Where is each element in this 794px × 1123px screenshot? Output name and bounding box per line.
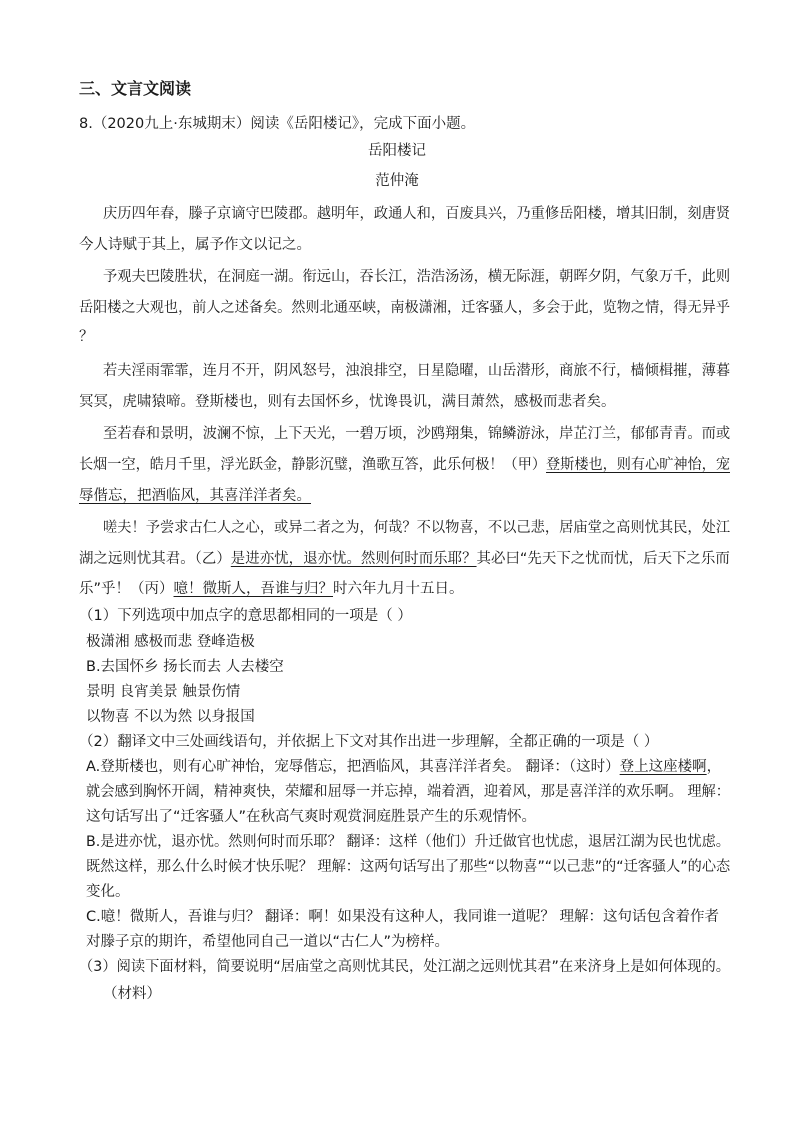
- passage-line: ？: [79, 329, 94, 345]
- q2-option-b: B.是进亦忧，退亦忧。然则何时而乐耶？ 翻译：这样（他们）升迁做官也忧虑，退居江湖为民也忧虑。: [86, 834, 731, 850]
- passage-line: 冥冥，虎啸猿啼。登斯楼也，则有去国怀乡，忧谗畏讥，满目萧然，感极而悲者矣。: [79, 394, 616, 410]
- passage-text: 长烟一空，皓月千里，浮光跃金，静影沉璧，渔歌互答，此乐何极！（甲）: [79, 457, 547, 473]
- passage-line: [79, 580, 464, 598]
- passage-line: 至若春和景明，波澜不惊，上下天光，一碧万顷，沙鸥翔集，锦鳞游泳，岸芷汀兰，郁郁青青。而或: [103, 426, 731, 442]
- q3-stem: （3）阅读下面材料，简要说明“居庙堂之高则忧其民，处江湖之远则忧其君”在来济身上是如何体现的。: [79, 959, 730, 975]
- q2-option-a-text: A.登斯楼也，则有心旷神怡，宠辱偕忘，把酒临风，其喜洋洋者矣。 翻译：（这时）: [86, 759, 620, 775]
- passage-line: [79, 456, 730, 474]
- passage-line: 今人诗赋于其上，属予作文以记之。: [79, 237, 311, 253]
- passage-line: 嗟夫！予尝求古仁人之心，或异二者之为，何哉？不以物喜，不以己悲，居庙堂之高则忧其民，处江: [103, 520, 731, 536]
- q3-material-label: （材料）: [103, 986, 161, 1002]
- passage-text: 时六年九月十五日。: [333, 581, 464, 597]
- passage-text: 其必曰“先天下之忧而忧，后天下之乐而: [476, 551, 730, 567]
- q2-option-a-line: 就会感到胸怀开阔，精神爽快，荣耀和屈辱一并忘掉，端着酒，迎着风，那是喜洋洋的欢乐啊。 理解：: [86, 784, 730, 800]
- q1-option: 极潇湘 感极而悲 登峰造极: [86, 634, 255, 650]
- q1-stem: （1）下列选项中加点字的意思都相同的一项是（ ）: [79, 608, 412, 624]
- q1-option: B.去国怀乡 扬长而去 人去楼空: [86, 659, 284, 675]
- underlined-sentence-jia-cont: 辱偕忘，把酒临风，其喜洋洋者矣。: [79, 488, 311, 504]
- passage-line: 若夫淫雨霏霏，连月不开，阴风怒号，浊浪排空，日星隐曜，山岳潜形，商旅不行，樯倾楫摧，薄暮: [103, 363, 731, 379]
- q2-option-a: [86, 758, 721, 776]
- q2-option-c: C.噫！微斯人，吾谁与归？ 翻译：啊！如果没有这种人，我同谁一道呢？ 理解：这句话包含着作者: [86, 909, 719, 925]
- section-title: 三、文言文阅读: [79, 79, 192, 98]
- underlined-sentence-bing: 噫！微斯人，吾谁与归？: [173, 581, 334, 597]
- q1-option: 以物喜 不以为然 以身报国: [86, 709, 255, 725]
- article-author: 范仲淹: [375, 173, 419, 189]
- passage-text: 湖之远则忧其君。（乙）: [79, 551, 231, 567]
- q2-option-a-line: 这句话写出了“迁客骚人”在秋高气爽时观赏洞庭胜景产生的乐观情怀。: [86, 809, 537, 825]
- passage-text: 乐”乎！（丙）: [79, 581, 174, 597]
- q1-option: 景明 良宵美景 触景伤情: [86, 684, 241, 700]
- question-header: 8.（2020九上·东城期末）阅读《岳阳楼记》，完成下面小题。: [79, 116, 476, 132]
- passage-line: 予观夫巴陵胜状，在洞庭一湖。衔远山，吞长江，浩浩汤汤，横无际涯，朝晖夕阴，气象万千，此则: [103, 269, 731, 285]
- q2-option-b-line: 既然这样，那么什么时候才快乐呢？ 理解：这两句话写出了那些“以物喜”“以己悲”的“迁客骚人”的心态: [86, 859, 731, 875]
- article-title: 岳阳楼记: [368, 143, 426, 159]
- q2-option-b-line: 变化。: [86, 884, 130, 900]
- underlined-sentence-jia: 登斯楼也，则有心旷神怡，宠: [546, 457, 730, 473]
- q2-option-c-line: 对滕子京的期许，希望他同自己一道以“古仁人”为榜样。: [86, 934, 450, 950]
- q2-option-a-underlined: 登上这座楼啊: [619, 759, 707, 775]
- underlined-sentence-yi: 是进亦忧，退亦忧。然则何时而乐耶？: [230, 551, 477, 567]
- q2-option-a-text: ，: [706, 759, 722, 775]
- passage-line: 庆历四年春，滕子京谪守巴陵郡。越明年，政通人和，百废具兴，乃重修岳阳楼，增其旧制，刻唐贤: [103, 206, 731, 222]
- passage-line: [79, 487, 311, 505]
- passage-line: [79, 550, 730, 568]
- q2-stem: （2）翻译文中三处画线语句，并依据上下文对其作出进一步理解，全都正确的一项是（ ）: [79, 734, 659, 750]
- passage-line: 岳阳楼之大观也，前人之述备矣。然则北通巫峡，南极潇湘，迁客骚人，多会于此，览物之情，得无异乎: [79, 300, 730, 316]
